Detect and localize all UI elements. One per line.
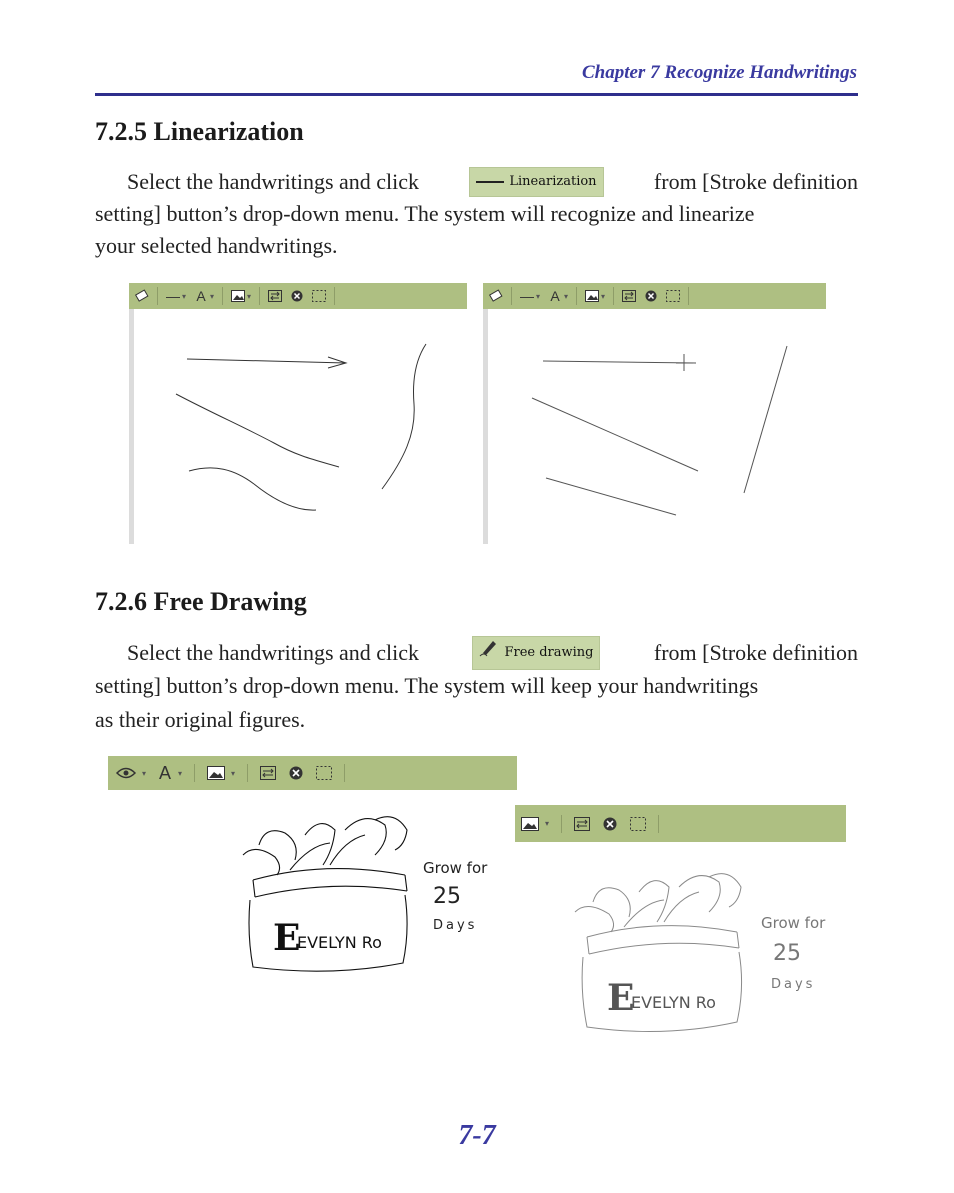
page-number: 7-7 <box>458 1120 496 1151</box>
text-tool-icon[interactable]: A <box>196 288 206 304</box>
chapter-header: Chapter 7 Recognize Handwritings <box>581 62 857 83</box>
logo-initial: E <box>607 977 635 1019</box>
note-text: Days <box>771 977 816 992</box>
note-text: Days <box>433 918 478 933</box>
note-text: 25 <box>773 941 801 966</box>
logo-initial: E <box>273 917 301 959</box>
text-tool-icon[interactable]: A <box>550 288 560 304</box>
handwriting-canvas-after[interactable] <box>488 309 820 544</box>
image-icon[interactable] <box>207 765 225 781</box>
ink-toolbar-left <box>129 283 467 309</box>
select-region-icon[interactable] <box>630 816 646 832</box>
para-text: your selected handwritings. <box>95 233 338 258</box>
ink-toolbar-right <box>483 283 826 309</box>
dropdown-arrow-icon[interactable]: ▾ <box>178 768 183 778</box>
delete-icon[interactable] <box>290 288 304 304</box>
select-region-icon[interactable] <box>312 288 326 304</box>
note-text: Grow for <box>423 859 488 877</box>
linearization-button[interactable] <box>469 167 603 197</box>
separator <box>247 764 248 782</box>
section-heading-linearization: 7.2.5 Linearization <box>95 117 304 146</box>
swap-icon[interactable] <box>574 816 590 832</box>
para-text: setting] button’s drop-down menu. The system will recognize and linearize <box>95 201 755 226</box>
separator <box>334 287 335 305</box>
swap-icon[interactable] <box>268 288 282 304</box>
plant-pot-sketch-original <box>235 805 505 985</box>
ink-toolbar-free-left <box>108 756 517 790</box>
delete-icon[interactable] <box>602 816 618 832</box>
section-heading-free-drawing: 7.2.6 Free Drawing <box>95 587 307 616</box>
line-tool-icon[interactable]: — <box>520 288 534 304</box>
ink-toolbar-free-right <box>515 805 846 842</box>
para-text: from [Stroke definition <box>653 169 858 194</box>
dropdown-arrow-icon[interactable]: ▾ <box>247 291 252 301</box>
separator <box>157 287 158 305</box>
line-tool-icon[interactable]: — <box>166 288 180 304</box>
image-icon[interactable] <box>521 816 539 832</box>
dropdown-arrow-icon[interactable]: ▾ <box>182 291 187 301</box>
delete-icon[interactable] <box>644 288 658 304</box>
logo-text: EVELYN Ro <box>631 993 716 1012</box>
dropdown-arrow-icon[interactable]: ▾ <box>601 291 606 301</box>
separator <box>576 287 577 305</box>
linearization-button-label: Linearization <box>509 174 597 189</box>
select-region-icon[interactable] <box>316 765 332 781</box>
pen-icon <box>479 637 499 670</box>
delete-icon[interactable] <box>288 765 304 781</box>
free-drawing-paragraph <box>95 636 858 736</box>
header-rule <box>95 93 858 96</box>
separator <box>511 287 512 305</box>
note-text: Grow for <box>761 914 826 932</box>
separator <box>613 287 614 305</box>
separator <box>222 287 223 305</box>
free-drawing-button-label: Free drawing <box>504 645 594 660</box>
dropdown-arrow-icon[interactable]: ▾ <box>231 768 236 778</box>
separator <box>561 815 562 833</box>
para-text: as their original figures. <box>95 707 306 732</box>
eraser-icon[interactable] <box>489 288 503 304</box>
swap-icon[interactable] <box>260 765 276 781</box>
line-icon <box>476 166 504 198</box>
image-icon[interactable] <box>231 288 245 304</box>
swap-icon[interactable] <box>622 288 636 304</box>
para-text: setting] button’s drop-down menu. The system will keep your handwritings <box>95 673 759 698</box>
dropdown-arrow-icon[interactable]: ▾ <box>545 819 550 828</box>
note-text: 25 <box>433 884 461 909</box>
text-tool-icon[interactable]: A <box>159 762 172 783</box>
separator <box>344 764 345 782</box>
dropdown-arrow-icon[interactable]: ▾ <box>564 291 569 301</box>
separator <box>658 815 659 833</box>
para-text: Select the handwritings and click <box>127 640 420 665</box>
logo-text: EVELYN Ro <box>297 933 382 952</box>
eye-icon[interactable] <box>116 765 136 781</box>
linearization-paragraph <box>95 166 858 262</box>
dropdown-arrow-icon[interactable]: ▾ <box>210 291 215 301</box>
plant-pot-sketch-result <box>565 862 840 1042</box>
handwriting-canvas-before[interactable] <box>134 309 466 544</box>
separator <box>688 287 689 305</box>
separator <box>194 764 195 782</box>
dropdown-arrow-icon[interactable]: ▾ <box>536 291 541 301</box>
image-icon[interactable] <box>585 288 599 304</box>
eraser-icon[interactable] <box>135 288 149 304</box>
para-text: Select the handwritings and click <box>127 169 420 194</box>
separator <box>259 287 260 305</box>
dropdown-arrow-icon[interactable]: ▾ <box>142 768 147 778</box>
free-drawing-button[interactable] <box>472 636 600 670</box>
para-text: from [Stroke definition <box>653 640 858 665</box>
select-region-icon[interactable] <box>666 288 680 304</box>
